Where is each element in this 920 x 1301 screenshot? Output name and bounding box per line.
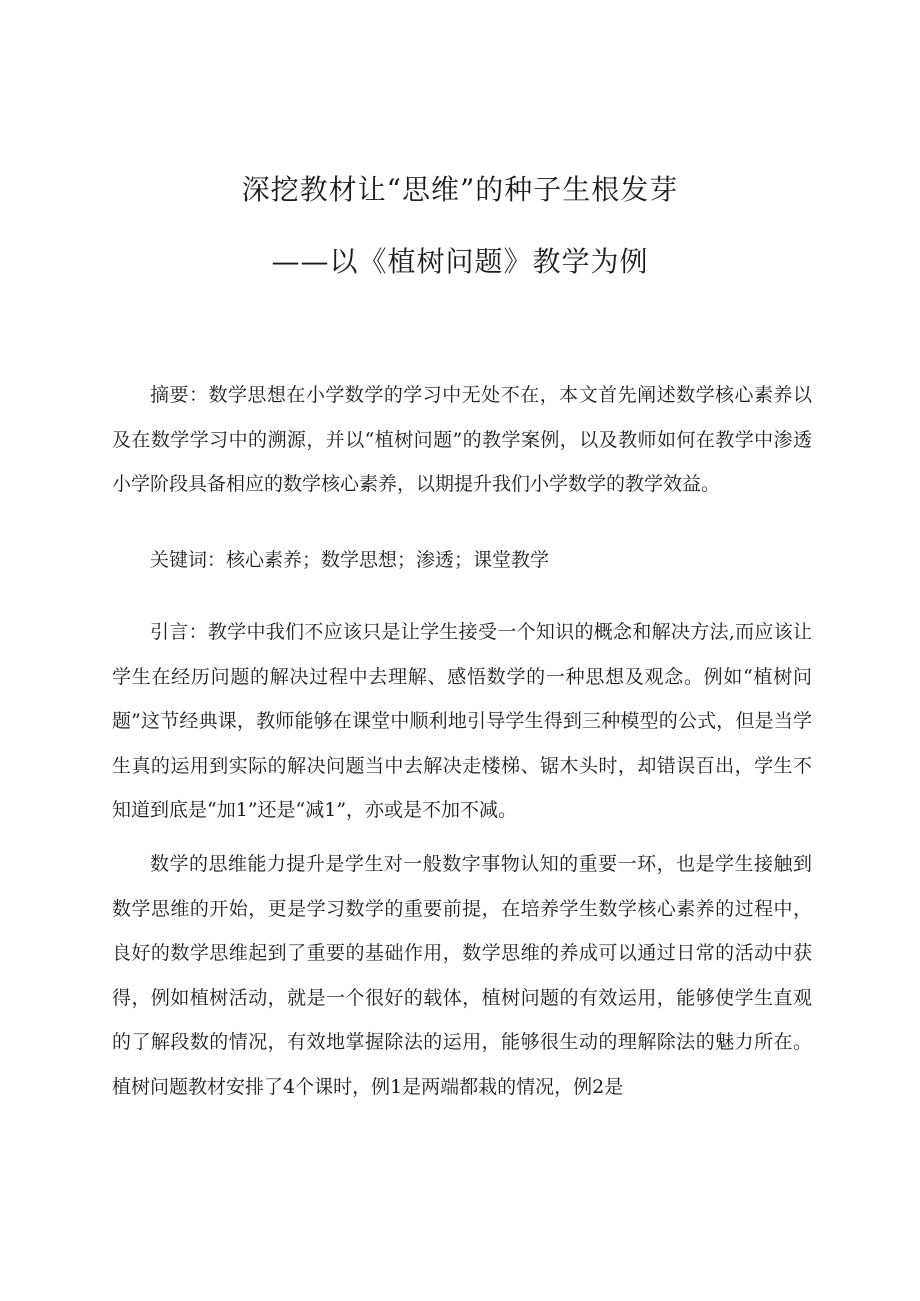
introduction-paragraph: 引言：教学中我们不应该只是让学生接受一个知识的概念和解决方法,而应该让学生在经历问题的解决过程中去理解、感悟数学的一种思想及观念。例如“植树问题”这节经典课，教师能够在课堂中顺利地引导学生得到三种模型的公式，但是当学生真的运用到实际的解决问题当中去解决走楼梯、锯木头时，却错误百出，学生不知道到底是“加1”还是“减1”，亦或是不加不减。 — [112, 621, 812, 822]
body-paragraph: 数学的思维能力提升是学生对一般数字事物认知的重要一环，也是学生接触到数学思维的开始，更是学习数学的重要前提，在培养学生数学核心素养的过程中，良好的数学思维起到了重要的基础作用，数学思维的养成可以通过日常的活动中获得，例如植树活动，就是一个很好的载体，植树问题的有效运用，能够使学生直观的了解段数的情况，有效地掌握除法的运用，能够很生动的理解除法的魅力所在。植树问题教材安排了4个课时，例1是两端都栽的情况，例2是 — [112, 853, 812, 1098]
document-subtitle: ——以《植树问题》教学为例 — [271, 245, 649, 278]
keywords-paragraph: 关键词：核心素养；数学思想；渗透；课堂教学 — [150, 549, 550, 571]
document-title: 深挖教材让“思维”的种子生根发芽 — [241, 173, 679, 206]
abstract-paragraph: 摘要：数学思想在小学数学的学习中无处不在，本文首先阐述数学核心素养以及在数学学习中的溯源，并以“植树问题”的教学案例，以及教师如何在教学中渗透小学阶段具备相应的数学核心素养，以期提升我们小学数学的教学效益。 — [112, 384, 812, 496]
